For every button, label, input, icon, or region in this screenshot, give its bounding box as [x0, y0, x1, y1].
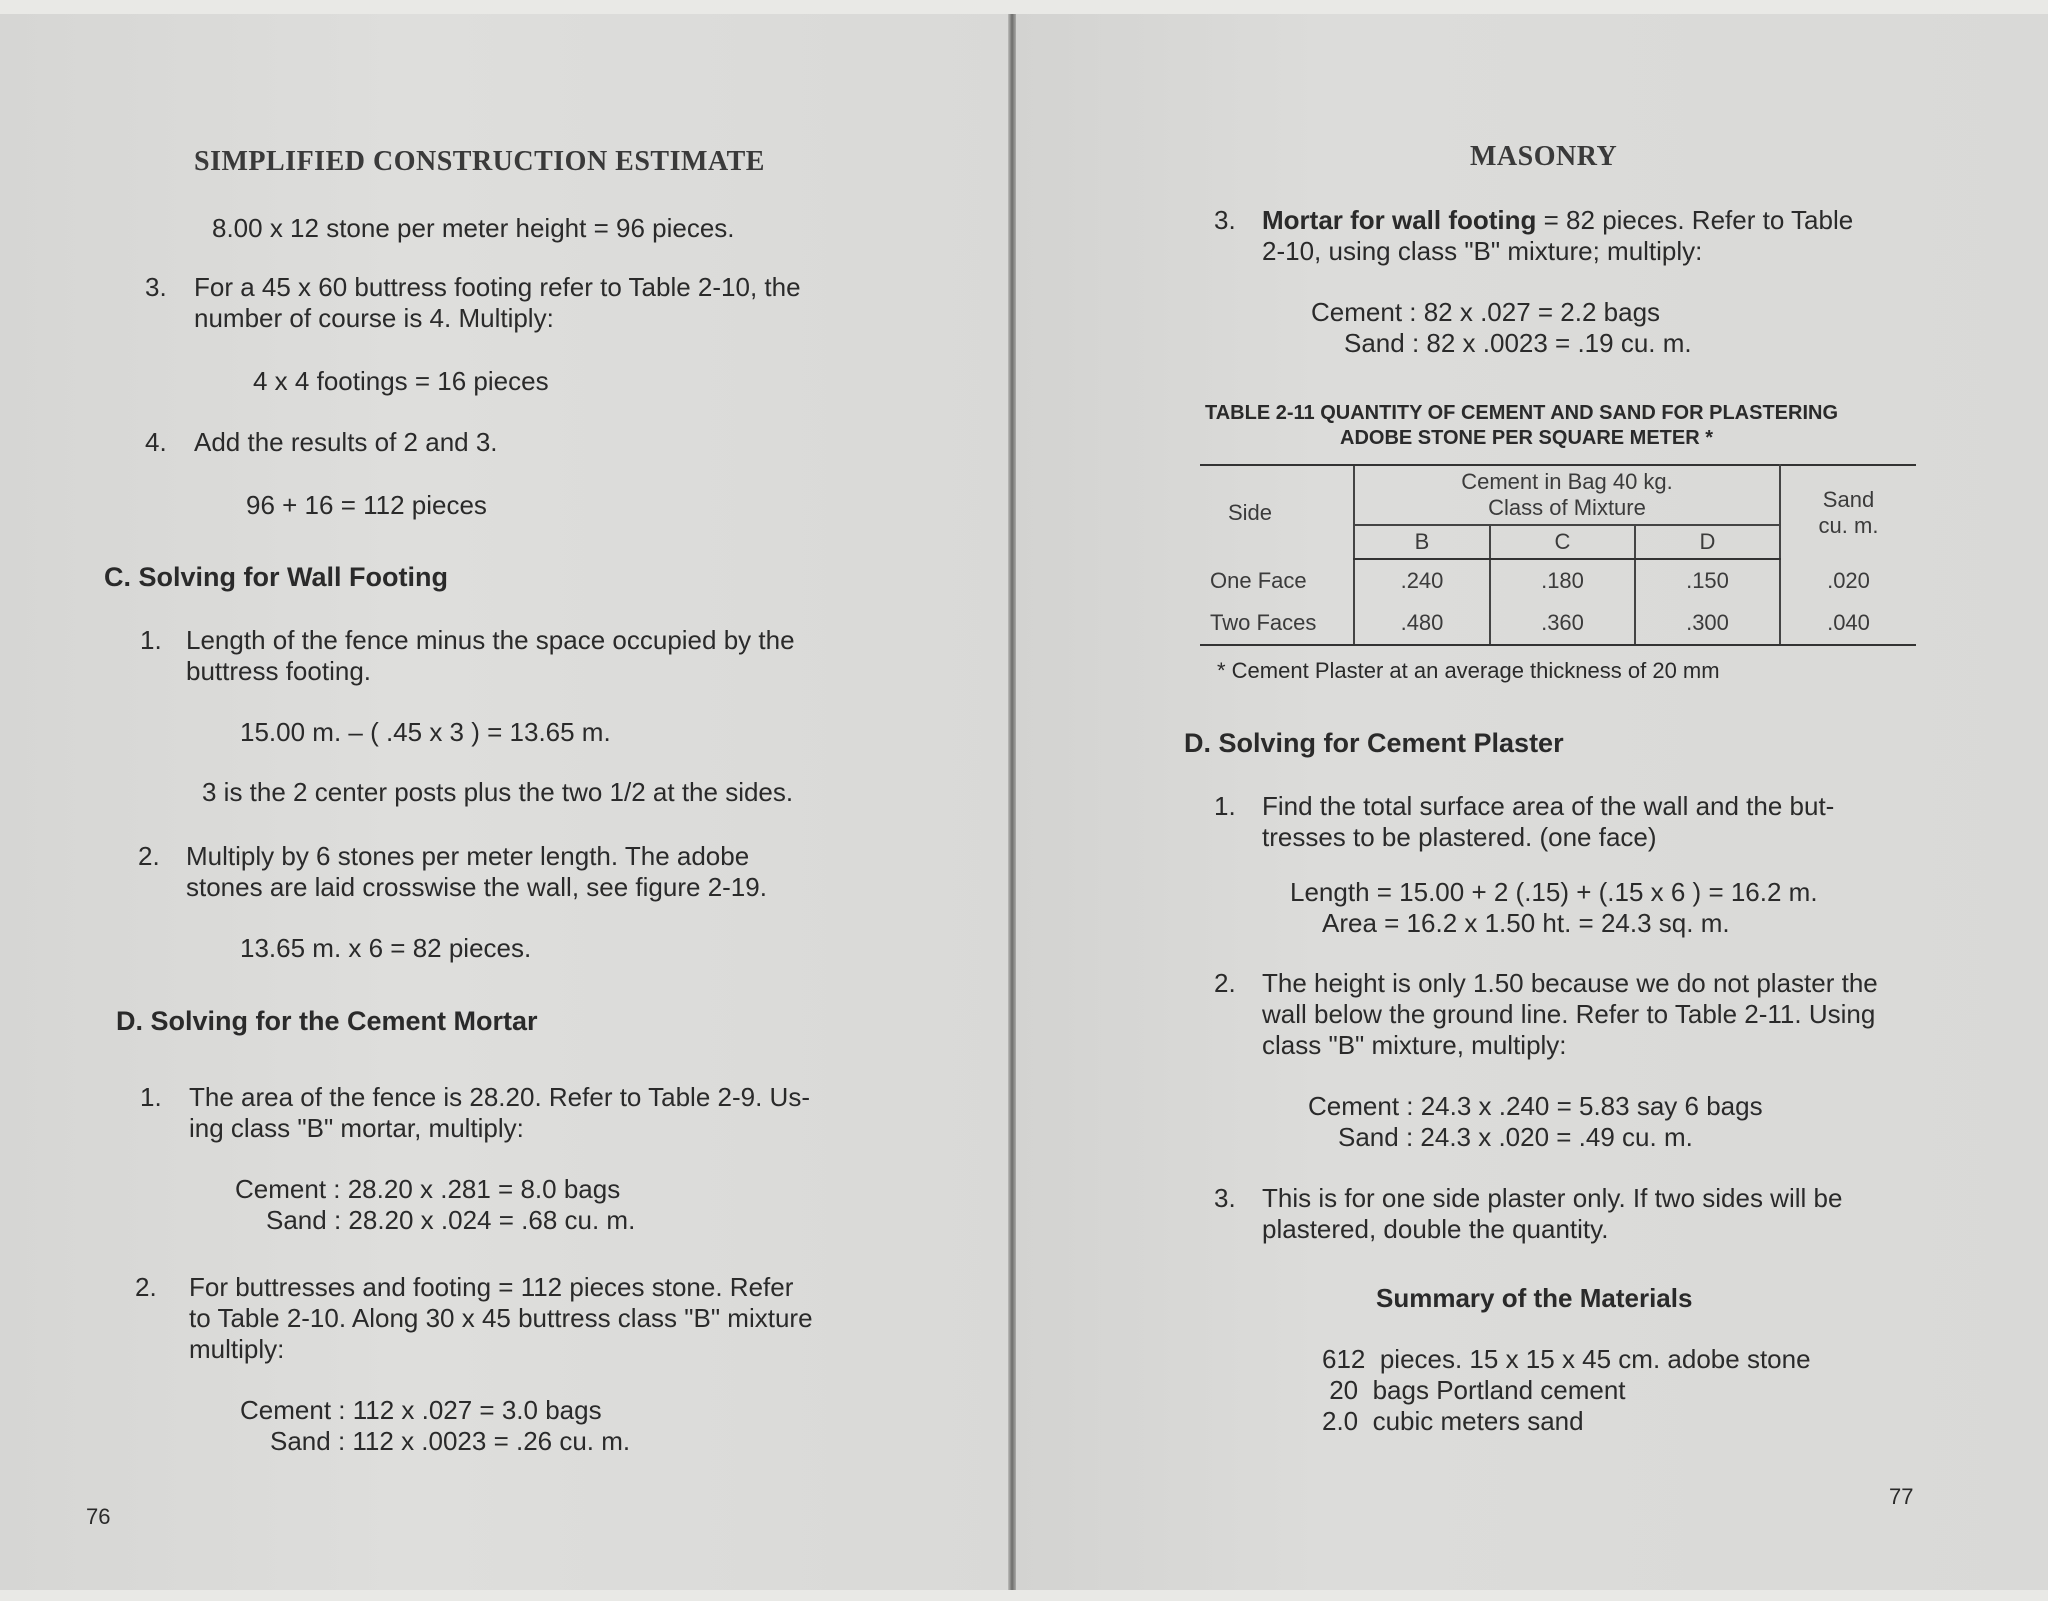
table-header-class-c: C [1490, 525, 1635, 559]
page-number: 77 [1889, 1484, 1914, 1509]
book-spine [1008, 14, 1016, 1590]
table-cell-b: .480 [1354, 602, 1490, 645]
paragraph-line: ing class "B" mortar, multiply: [189, 1113, 524, 1143]
item-number: 1. [140, 1082, 162, 1112]
left-running-header: SIMPLIFIED CONSTRUCTION ESTIMATE [194, 146, 765, 177]
lead-rest: = 82 pieces. Refer to Table [1536, 205, 1854, 235]
paragraph-line: wall below the ground line. Refer to Table 2-11. Using [1262, 999, 1876, 1029]
calc-cement: Cement : 112 x .027 = 3.0 bags [240, 1395, 602, 1425]
summary-item: 2.0 cubic meters sand [1322, 1406, 1584, 1436]
section-heading-d: D. Solving for Cement Plaster [1184, 728, 1564, 758]
item-number: 3. [145, 272, 167, 302]
calc-area: Area = 16.2 x 1.50 ht. = 24.3 sq. m. [1322, 908, 1730, 938]
paragraph-line: For a 45 x 60 buttress footing refer to Table 2-10, the [194, 272, 801, 302]
paragraph-line: plastered, double the quantity. [1262, 1214, 1609, 1244]
paragraph-line: tresses to be plastered. (one face) [1262, 822, 1657, 852]
paragraph-line: The height is only 1.50 because we do not plaster the [1262, 968, 1878, 998]
calc-sand: Sand : 112 x .0023 = .26 cu. m. [270, 1426, 631, 1456]
item-number: 3. [1214, 1183, 1236, 1213]
table-header-cement [1354, 465, 1780, 525]
calc-cement: Cement : 28.20 x .281 = 8.0 bags [235, 1174, 621, 1204]
table-cell-side: Two Faces [1200, 602, 1354, 645]
item-number: 2. [135, 1272, 157, 1302]
table-cell-b: .240 [1354, 559, 1490, 602]
table-row [1200, 602, 1916, 645]
summary-title: Summary of the Materials [1376, 1283, 1693, 1313]
paragraph-line: Find the total surface area of the wall and the but- [1262, 791, 1835, 821]
table-header-side: Side [1200, 465, 1354, 559]
paragraph-line: For buttresses and footing = 112 pieces stone. Refer [189, 1272, 794, 1302]
item-number: 3. [1214, 205, 1236, 235]
item-number: 1. [1214, 791, 1236, 821]
sand-header-line1: Sand [1822, 486, 1875, 512]
calc-line: 8.00 x 12 stone per meter height = 96 pieces. [212, 213, 735, 243]
paragraph-line: The area of the fence is 28.20. Refer to Table 2-9. Us- [189, 1082, 810, 1112]
calc-sand: Sand : 24.3 x .020 = .49 cu. m. [1338, 1122, 1693, 1152]
table-header-class-b: B [1354, 525, 1490, 559]
table-cell-c: .180 [1490, 559, 1635, 602]
item-number: 2. [1214, 968, 1236, 998]
calc-sand: Sand : 28.20 x .024 = .68 cu. m. [266, 1205, 636, 1235]
table-cell-d: .300 [1635, 602, 1780, 645]
paragraph-line: This is for one side plaster only. If two sides will be [1262, 1183, 1843, 1213]
calc-line: 4 x 4 footings = 16 pieces [253, 366, 549, 396]
item-number: 4. [145, 427, 167, 457]
calc-sand: Sand : 82 x .0023 = .19 cu. m. [1344, 328, 1692, 358]
table-cell-d: .150 [1635, 559, 1780, 602]
calc-length: Length = 15.00 + 2 (.15) + (.15 x 6 ) = 16.2 m. [1290, 877, 1818, 907]
cement-header-line1: Cement in Bag 40 kg. [1461, 469, 1673, 494]
section-heading-c: C. Solving for Wall Footing [104, 562, 448, 592]
item-number: 2. [138, 841, 160, 871]
paragraph-line: 2-10, using class "B" mixture; multiply: [1262, 236, 1703, 266]
table-cell-sand: .040 [1780, 602, 1916, 645]
table-cell-c: .360 [1490, 602, 1635, 645]
table-title: ADOBE STONE PER SQUARE METER * [1340, 427, 1714, 449]
table-header-class-d: D [1635, 525, 1780, 559]
paragraph-line: multiply: [189, 1334, 285, 1364]
paragraph-line: number of course is 4. Multiply: [194, 303, 554, 333]
table-header-sand [1780, 465, 1916, 559]
paragraph-line: to Table 2-10. Along 30 x 45 buttress class "B" mixture [189, 1303, 813, 1333]
paragraph-line: stones are laid crosswise the wall, see figure 2-19. [186, 872, 767, 902]
calc-cement: Cement : 82 x .027 = 2.2 bags [1311, 297, 1661, 327]
table-footnote: * Cement Plaster at an average thickness of 20 mm [1217, 658, 1720, 683]
table-cell-sand: .020 [1780, 559, 1916, 602]
item-number: 1. [140, 625, 162, 655]
summary-item: 612 pieces. 15 x 15 x 45 cm. adobe stone [1322, 1344, 1811, 1374]
bold-lead: Mortar for wall footing [1262, 205, 1537, 235]
note-line: 3 is the 2 center posts plus the two 1/2 at the sides. [202, 777, 794, 807]
paragraph-line: Add the results of 2 and 3. [194, 427, 498, 457]
paragraph-line: class "B" mixture, multiply: [1262, 1030, 1567, 1060]
paragraph-line: Multiply by 6 stones per meter length. The adobe [186, 841, 750, 871]
calc-line: 96 + 16 = 112 pieces [246, 490, 487, 520]
table-cell-side: One Face [1210, 567, 1307, 593]
paragraph-line: buttress footing. [186, 656, 371, 686]
section-heading-d: D. Solving for the Cement Mortar [116, 1006, 538, 1036]
calc-line: 15.00 m. – ( .45 x 3 ) = 13.65 m. [240, 717, 611, 747]
calc-cement: Cement : 24.3 x .240 = 5.83 say 6 bags [1308, 1091, 1763, 1121]
page-number: 76 [86, 1504, 111, 1529]
calc-line: 13.65 m. x 6 = 82 pieces. [240, 933, 532, 963]
right-running-header: MASONRY [1470, 141, 1618, 172]
paragraph-line [1262, 204, 1853, 236]
sand-header-line2: cu. m. [1818, 512, 1879, 538]
paragraph-line: Length of the fence minus the space occupied by the [186, 625, 795, 655]
table-row [1200, 559, 1916, 602]
plaster-quantity-table [1200, 464, 1916, 646]
cement-header-line2: Class of Mixture [1488, 495, 1646, 520]
summary-item: 20 bags Portland cement [1322, 1375, 1626, 1405]
table-title: TABLE 2-11 QUANTITY OF CEMENT AND SAND FOR PLASTERING [1205, 402, 1838, 424]
